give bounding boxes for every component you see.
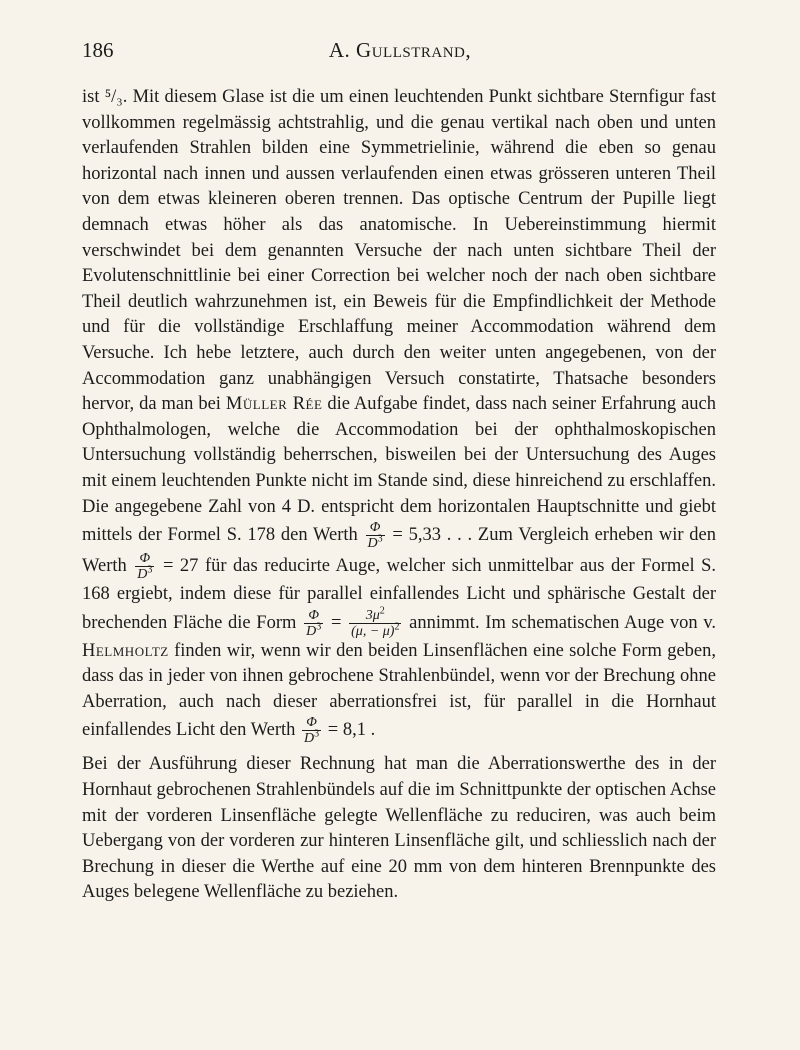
page-number: 186 <box>82 38 114 62</box>
paragraph-1 <box>82 85 716 746</box>
text-p1-c: Zum Vergleich erheben wir den Werth <box>82 524 717 576</box>
formula-mu-fraction <box>349 605 401 639</box>
frac-num: $3\mu^2$ <box>349 608 401 624</box>
formula-phi-over-d3-4 <box>302 715 321 746</box>
formula-equals: = <box>330 612 342 633</box>
author-name-helmholtz: Helmholtz <box>82 640 169 661</box>
frac-num: Φ <box>135 551 154 567</box>
text-p1-e: annimmt. Im schematischen Auge von v. <box>409 612 717 633</box>
running-head-prefix: A. <box>328 38 351 62</box>
frac-num: Φ <box>302 715 321 731</box>
frac-den: $D^3$ <box>137 564 153 583</box>
frac-den: (μ, − μ)$^2$ <box>351 621 400 639</box>
frac-den: $D^3$ <box>304 728 320 747</box>
text-p1-b: die Aufgabe findet, dass nach seiner Erfahrung auch Ophthalmologen, welche die Accommodation bei der ophthalmoskopischen Untersuchung vollständig beherrschen, bisweilen bei der Untersuchung des Auges mit einem leuchtenden Punkte nicht im Stande sind, diese hinreichend zu erschlaffen. Die angegebene Zahl von 4 D. entspricht dem horizontalen Hauptschnitte und giebt mittels der Formel S. 178 den Werth <box>82 394 717 545</box>
text-p2: Bei der Ausführung dieser Rechnung hat man die Aberrationswerthe des in der Hornhaut gebrochenen Strahlenbündels auf die im Schnittpunkte der optischen Achse mit der vorderen Linsenfläche gelegte Wellenfläche zu reduciren, was auch beim Uebergang von der vorderen zur hinteren Linsenfläche gilt, und schliesslich nach der Brechung in dieser die Werthe auf eine 20 mm von dem hinteren Brennpunkte des Auges belegene Wellenfläche zu beziehen. <box>82 754 716 903</box>
formula-value-2: = 27 <box>162 555 199 576</box>
body-text <box>82 85 716 906</box>
text-p1-d: für das reducirte Auge, welcher sich unmittelbar aus der Formel S. 168 ergiebt, indem diese für parallel einfallendes Licht und sphärische Gestalt der brechenden Fläche die Form <box>82 555 717 633</box>
formula-phi-over-d3-1 <box>366 520 385 551</box>
frac-den: $D^3$ <box>306 621 322 639</box>
formula-phi-over-d3-2 <box>135 551 154 582</box>
frac-den: $D^3$ <box>367 533 383 552</box>
text-p1-f: finden wir, wenn wir den beiden Linsenflächen eine solche Form geben, dass das in jeder von ihnen gebrochene Strahlenbündel, wenn vor der Brechung ohne Aberration, auch nach dieser aberrationsfrei ist, für parallel in die Hornhaut einfallendes Licht den Werth <box>82 640 717 741</box>
formula-phi-over-d3-3 <box>304 608 323 639</box>
formula-value-1: = 5,33 . . . <box>392 524 473 545</box>
paragraph-2 <box>82 752 716 906</box>
formula-value-4: = 8,1 . <box>327 720 376 741</box>
page-header <box>82 38 718 68</box>
author-name-mueller-ree: Müller Rée <box>225 394 323 415</box>
running-head <box>82 38 718 63</box>
text-p1-a: ist ⁵/₃. Mit diesem Glase ist die um einen leuchtenden Punkt sichtbare Sternfigur fast vollkommen regelmässig achtstrahlig, und die genau vertikal nach oben und unten verlaufenden Strahlen bilden eine Symmetrielinie, während die eben so genau horizontal nach innen und aussen verlaufenden einen etwas grösseren unteren Theil von dem etwas kleineren oberen trennen. Das optische Centrum der Pupille liegt demnach etwas höher als das anatomische. In Uebereinstimmung hiermit verschwindet bei dem genannten Versuche der nach unten sichtbare Theil der Evolutenschnittlinie bei einer Correction bei welcher noch der nach oben sichtbare Theil deutlich wahrzunehmen ist, ein Beweis für die Empfindlichkeit der Methode und für die vollständige Erschlaffung meiner Accommodation während dem Versuche. Ich hebe letztere, auch durch den weiter unten angegebenen, von der Accommodation ganz unabhängigen Versuch constatirte, Thatsache besonders hervor, da man bei <box>82 87 716 415</box>
frac-num: Φ <box>304 608 323 624</box>
running-head-name: Gullstrand, <box>356 38 472 62</box>
frac-num: Φ <box>366 520 385 536</box>
